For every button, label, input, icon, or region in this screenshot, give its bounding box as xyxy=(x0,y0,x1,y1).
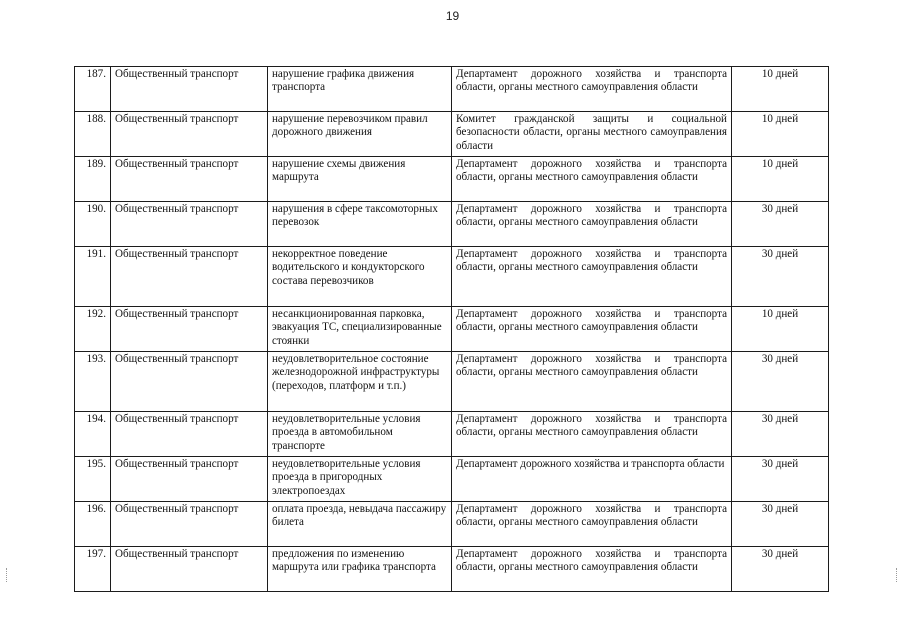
row-term: 30 дней xyxy=(732,502,829,547)
row-number: 195. xyxy=(75,457,111,502)
row-term: 30 дней xyxy=(732,202,829,247)
row-responsible: Департамент дорожного хозяйства и транспорта области, органы местного самоуправления области xyxy=(452,352,732,412)
row-category: Общественный транспорт xyxy=(111,157,268,202)
appeals-table xyxy=(74,66,829,592)
row-number: 192. xyxy=(75,307,111,352)
table-row xyxy=(75,202,829,247)
row-responsible: Департамент дорожного хозяйства и транспорта области, органы местного самоуправления области xyxy=(452,202,732,247)
page-number: 19 xyxy=(445,9,460,23)
row-issue: предложения по изменению маршрута или графика транспорта xyxy=(268,547,452,592)
row-term: 30 дней xyxy=(732,412,829,457)
row-issue: нарушение графика движения транспорта xyxy=(268,67,452,112)
table-row xyxy=(75,457,829,502)
table-row xyxy=(75,112,829,157)
row-issue: неудовлетворительные условия проезда в автомобильном транспорте xyxy=(268,412,452,457)
row-responsible: Департамент дорожного хозяйства и транспорта области, органы местного самоуправления области xyxy=(452,67,732,112)
row-issue: нарушения в сфере таксомоторных перевозок xyxy=(268,202,452,247)
row-issue: несанкционированная парковка, эвакуация ТС, специализированные стоянки xyxy=(268,307,452,352)
row-issue: нарушение перевозчиком правил дорожного движения xyxy=(268,112,452,157)
row-category: Общественный транспорт xyxy=(111,202,268,247)
row-term: 10 дней xyxy=(732,112,829,157)
table-row xyxy=(75,352,829,412)
row-responsible: Департамент дорожного хозяйства и транспорта области, органы местного самоуправления области xyxy=(452,157,732,202)
row-category: Общественный транспорт xyxy=(111,247,268,307)
row-issue: неудовлетворительное состояние железнодорожной инфраструктуры (переходов, платформ и т.п.) xyxy=(268,352,452,412)
row-responsible: Комитет гражданской защиты и социальной безопасности области, органы местного самоуправления области xyxy=(452,112,732,157)
table-row xyxy=(75,67,829,112)
table-row xyxy=(75,502,829,547)
row-issue: нарушение схемы движения маршрута xyxy=(268,157,452,202)
row-issue: неудовлетворительные условия проезда в пригородных электропоездах xyxy=(268,457,452,502)
row-category: Общественный транспорт xyxy=(111,502,268,547)
row-number: 189. xyxy=(75,157,111,202)
row-issue: оплата проезда, невыдача пассажиру билета xyxy=(268,502,452,547)
scan-margin-mark-right xyxy=(896,568,898,582)
row-number: 194. xyxy=(75,412,111,457)
row-responsible: Департамент дорожного хозяйства и транспорта области, органы местного самоуправления области xyxy=(452,502,732,547)
row-category: Общественный транспорт xyxy=(111,457,268,502)
row-number: 196. xyxy=(75,502,111,547)
row-category: Общественный транспорт xyxy=(111,67,268,112)
table-row xyxy=(75,307,829,352)
row-responsible: Департамент дорожного хозяйства и транспорта области xyxy=(452,457,732,502)
row-term: 30 дней xyxy=(732,457,829,502)
row-number: 197. xyxy=(75,547,111,592)
row-responsible: Департамент дорожного хозяйства и транспорта области, органы местного самоуправления области xyxy=(452,547,732,592)
row-term: 30 дней xyxy=(732,352,829,412)
row-category: Общественный транспорт xyxy=(111,352,268,412)
row-term: 30 дней xyxy=(732,247,829,307)
row-category: Общественный транспорт xyxy=(111,307,268,352)
row-responsible: Департамент дорожного хозяйства и транспорта области, органы местного самоуправления области xyxy=(452,307,732,352)
row-responsible: Департамент дорожного хозяйства и транспорта области, органы местного самоуправления области xyxy=(452,247,732,307)
row-number: 188. xyxy=(75,112,111,157)
scan-margin-mark-left xyxy=(6,568,8,582)
row-issue: некорректное поведение водительского и кондукторского состава перевозчиков xyxy=(268,247,452,307)
table-row xyxy=(75,247,829,307)
table-row xyxy=(75,157,829,202)
row-term: 10 дней xyxy=(732,307,829,352)
table-row xyxy=(75,547,829,592)
row-category: Общественный транспорт xyxy=(111,412,268,457)
row-category: Общественный транспорт xyxy=(111,112,268,157)
row-term: 30 дней xyxy=(732,547,829,592)
row-term: 10 дней xyxy=(732,157,829,202)
row-responsible: Департамент дорожного хозяйства и транспорта области, органы местного самоуправления области xyxy=(452,412,732,457)
row-term: 10 дней xyxy=(732,67,829,112)
row-category: Общественный транспорт xyxy=(111,547,268,592)
row-number: 187. xyxy=(75,67,111,112)
row-number: 193. xyxy=(75,352,111,412)
table-row xyxy=(75,412,829,457)
row-number: 191. xyxy=(75,247,111,307)
row-number: 190. xyxy=(75,202,111,247)
